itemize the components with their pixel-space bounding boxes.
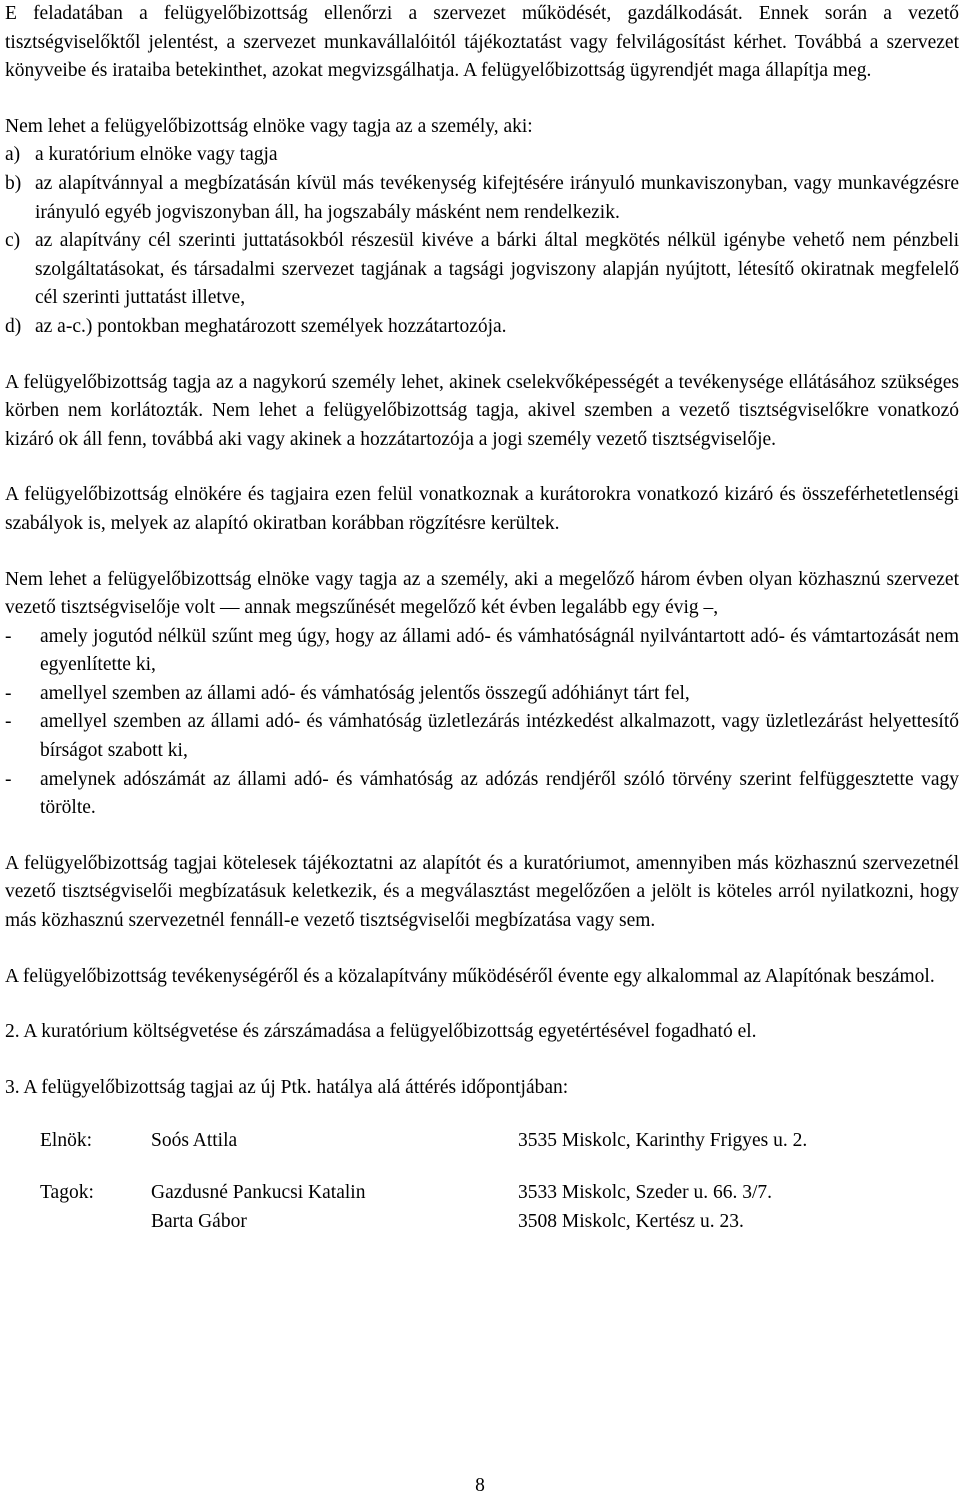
list-item-text: amelynek adószámát az állami adó- és vámhatóság az adózás rendjéről szóló törvény szerint felfüggesztette vagy törölte. bbox=[40, 768, 959, 819]
member-role: Elnök: bbox=[40, 1130, 92, 1152]
member-name: Gazdusné Pankucsi Katalin bbox=[151, 1182, 366, 1203]
paragraph-member-eligibility: A felügyelőbizottság tagja az a nagykorú személy lehet, akinek cselekvőképességét a tevékenysége ellátásához szükséges körben nem korlátozták. Nem lehet a felügyelőbizottság tagja, akivel szemben a vezető tisztségviselőkre vonatkozó kizáró ok áll fenn, továbbá aki vagy akinek a hozzátartozója a jogi személy vezető tisztségviselője. bbox=[5, 371, 959, 450]
list-marker: - bbox=[5, 682, 12, 704]
paragraph-notification-duty: A felügyelőbizottság tagjai kötelesek tájékoztatni az alapítót és a kuratóriumot, amennyiben más közhasznú szervezetnél vezető tisztségviselői megbízatásuk keletkezik, és a megválasztást megelőzően a jelölt is köteles arról nyilatkozni, hogy más közhasznú szervezetnél fennáll-e vezető tisztségviselői megbízatása vagy sem. bbox=[5, 852, 959, 932]
page-number: 8 bbox=[475, 1475, 485, 1496]
paragraph-supervisory-duties: E feladatában a felügyelőbizottság ellenőrzi a szervezet működését, gazdálkodását. Ennek során a vezető tisztségviselőktől jelentést, a szervezet munkavállalóitól tájékoztatást vagy felvilágosítást kérhet. Továbbá a szervezet könyveibe és irataiba betekinthet, azokat megvizsgálhatja. A felügyelőbizottság ügyrendjét maga állapítja meg. bbox=[5, 3, 959, 82]
list-item bbox=[5, 680, 959, 709]
paragraph-conflict-rules: A felügyelőbizottság elnökére és tagjaira ezen felül vonatkoznak a kurátorokra vonatkozó kizáró és összeférhetetlenségi szabályok is, melyek az alapító okiratban korábban rögzítésre kerültek. bbox=[5, 484, 959, 534]
paragraph-budget-approval: 2. A kuratórium költségvetése és zárszámadása a felügyelőbizottság egyetértésével fogadható el. bbox=[5, 1021, 757, 1043]
list-marker: c) bbox=[5, 230, 21, 252]
list-item-text: a kuratórium elnöke vagy tagja bbox=[35, 144, 278, 166]
list-marker: - bbox=[5, 711, 12, 733]
members-table bbox=[5, 1127, 959, 1236]
member-name: Soós Attila bbox=[151, 1130, 238, 1152]
list-item bbox=[5, 766, 959, 823]
list-item bbox=[5, 623, 959, 680]
list-item-text: az alapítvánnyal a megbízatásán kívül más tevékenység kifejtésére irányuló munkaviszonyban, vagy munkavégzésre irányuló egyéb jogviszonyban áll, ha jogszabály másként nem rendelkezik. bbox=[35, 172, 959, 223]
list-marker: - bbox=[5, 625, 12, 647]
paragraph-prior-roles-intro: Nem lehet a felügyelőbizottság elnöke vagy tagja az a személy, aki a megelőző három évben olyan közhasznú szervezet vezető tisztségviselője volt — annak megszűnését megelőző két évben legalább egy évig –, bbox=[5, 568, 959, 619]
member-row bbox=[5, 1179, 959, 1208]
list-marker: d) bbox=[5, 315, 22, 337]
list-item bbox=[5, 708, 959, 765]
list-item-text: az a-c.) pontokban meghatározott személyek hozzátartozója. bbox=[35, 315, 507, 337]
list-marker: a) bbox=[5, 144, 21, 166]
section-ineligibility bbox=[5, 113, 959, 342]
list-item bbox=[5, 170, 959, 227]
member-role: Tagok: bbox=[40, 1182, 94, 1203]
list-marker: - bbox=[5, 768, 12, 790]
list-item bbox=[5, 141, 959, 170]
member-address: 3533 Miskolc, Szeder u. 66. 3/7. bbox=[518, 1182, 773, 1203]
section-prior-roles bbox=[5, 566, 959, 823]
paragraph-annual-report: A felügyelőbizottság tevékenységéről és a közalapítvány működéséről évente egy alkalommal az Alapítónak beszámol. bbox=[5, 965, 935, 987]
list-item-text: amellyel szemben az állami adó- és vámhatóság üzletlezárás intézkedést alkalmazott, vagy üzletlezárást helyettesítő bírságot szabott ki, bbox=[40, 711, 959, 762]
paragraph-members-heading: 3. A felügyelőbizottság tagjai az új Ptk. hatálya alá áttérés időpontjában: bbox=[5, 1076, 569, 1098]
paragraph-ineligibility-intro: Nem lehet a felügyelőbizottság elnöke vagy tagja az a személy, aki: bbox=[5, 115, 533, 137]
member-name: Barta Gábor bbox=[151, 1210, 247, 1232]
member-row bbox=[5, 1208, 959, 1237]
list-item bbox=[5, 313, 959, 342]
list-item-text: az alapítvány cél szerinti juttatásokból részesül kivéve a bárki által megkötés nélkül igénybe vehető nem pénzbeli szolgáltatásokat, és társadalmi szervezet tagjának a tagsági jogviszony alapján nyújtott, létesítő okiratnak megfelelő cél szerinti juttatást illetve, bbox=[35, 230, 959, 309]
list-item bbox=[5, 227, 959, 313]
list-item-text: amely jogutód nélkül szűnt meg úgy, hogy az állami adó- és vámhatóságnál nyilvántartott adó- és vámtartozását nem egyenlítette ki, bbox=[40, 625, 959, 676]
member-row-chair bbox=[5, 1127, 959, 1156]
member-address: 3535 Miskolc, Karinthy Frigyes u. 2. bbox=[518, 1130, 808, 1152]
list-item-text: amellyel szemben az állami adó- és vámhatóság jelentős összegű adóhiányt tárt fel, bbox=[40, 682, 690, 704]
member-address: 3508 Miskolc, Kertész u. 23. bbox=[518, 1210, 744, 1232]
list-marker: b) bbox=[5, 172, 22, 194]
